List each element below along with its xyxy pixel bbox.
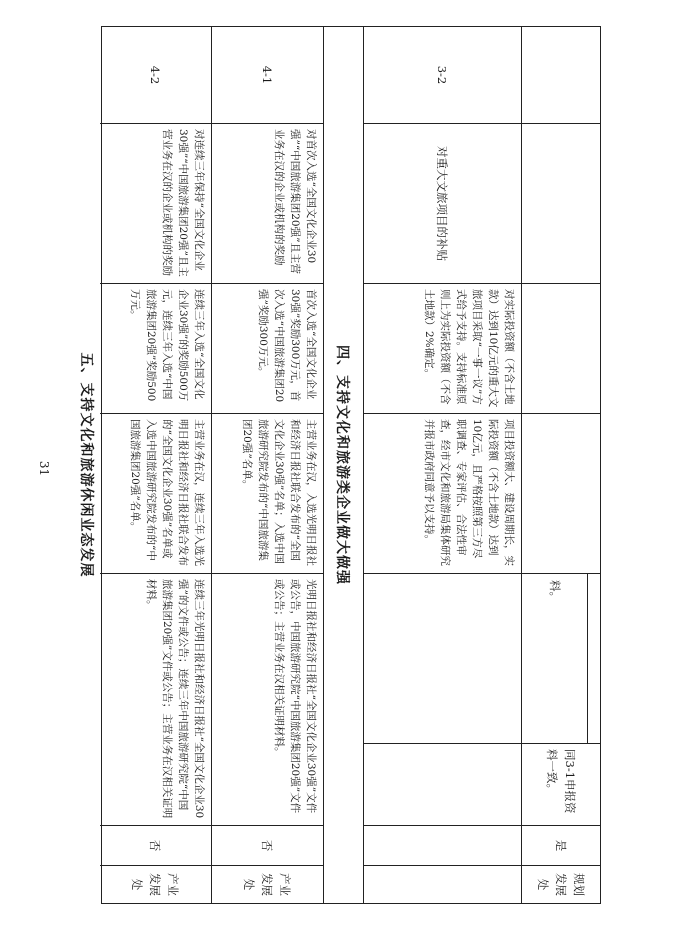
page-number: 31 <box>37 460 51 477</box>
cell-item: 对首次入选“全国文化企业30强”“中国旅游集团20强”且主营业务在汉的企业或机构的奖励 <box>212 123 323 283</box>
cell-id: 3-2 <box>435 65 450 85</box>
cell-standard: 连续三年入选“全国文化企业30强”的奖励500万元，连续三年入选“中国旅游集团20强”奖励500万元。 <box>100 283 211 413</box>
cell-item: 对连续三年保持“全国文化企业30强”“中国旅游集团20强”且主营业务在汉的企业或机构的奖励 <box>100 123 211 283</box>
cell-materials <box>522 573 600 743</box>
cell-materials-empty <box>364 573 521 743</box>
cell-yes-no: 否 <box>212 825 323 865</box>
cell-conditions: 项目投资额大、建设周期长，实际投资额（不含土地款）达到10亿元，且严格按照第三方尽职调查、专家评估、合法性审查，经市文化和旅游局集体研究并报市政府同意予以支持。 <box>364 413 521 573</box>
section-heading-4: 四、支持文化和旅游类企业做大做强 <box>324 27 364 903</box>
table-row-3-1-continued <box>522 27 600 903</box>
cell-check: 同3-1申报资料一致。 <box>522 743 600 825</box>
cell-standard: 对实际投资额（不含土地款）达到10亿元的重大文旅项目采取“一事一议”方式给予支持。支持标准原则上为实际投资额（不含土地款）2%确定。 <box>364 283 521 413</box>
cell-yes-no: 是 <box>522 825 600 865</box>
cell-item-empty <box>522 123 600 283</box>
cell-dept: 产业发展处 <box>212 865 323 903</box>
cell-standard: 首次入选“全国文化企业30强”奖励300万元，首次入选“中国旅游集团20强”奖励300万元。 <box>212 283 323 413</box>
table-row-3-2 <box>364 27 522 903</box>
cell-conditions-empty <box>522 413 600 573</box>
cell-yes-no: 否 <box>100 825 211 865</box>
cell-materials: 光明日报社和经济日报社“全国文化企业30强”文件或公告，中国旅游研究院“中国旅游集团20强”文件或公告；主营业务在汉相关证明材料。 <box>212 573 323 825</box>
cell-id: 4-1 <box>260 65 275 85</box>
cell-standard-empty <box>522 283 600 413</box>
cell-dept-empty <box>364 865 521 903</box>
cell-dept: 规划发展处 <box>522 865 600 903</box>
cell-materials: 连续三年光明日报社和经济日报社“全国文化企业30强”的文件或公告；连续三年中国旅游研究院“中国旅游集团20强”文件或公告；主营业务在汉相关证明材料。 <box>100 573 211 825</box>
policy-table <box>101 26 601 904</box>
cell-id: 4-2 <box>148 65 163 85</box>
cell-dept: 产业发展处 <box>100 865 211 903</box>
cell-conditions: 主营业务在汉，入选光明日报社和经济日报社联合发布的“全国文化企业30强”名单；入选中国旅游研究院发布的“中国旅游集团20强”名单。 <box>212 413 323 573</box>
cell-check-empty <box>364 743 521 825</box>
cell-id-empty <box>522 27 600 123</box>
table-row-4-1 <box>212 27 324 903</box>
cell-yes-no-empty <box>364 825 521 865</box>
section-heading-5: 五、支持文化和旅游休闲业态发展 <box>78 352 94 578</box>
materials-tail: 料。 <box>548 580 562 603</box>
cell-item: 对重大文旅项目的补贴 <box>364 123 521 283</box>
table-row-4-2 <box>100 27 212 903</box>
cell-conditions: 主营业务在汉，连续三年入选光明日报社和经济日报社联合发布的“全国文化企业30强”名单或入选中国旅游研究院发布的“中国旅游集团20强”名单。 <box>100 413 211 573</box>
